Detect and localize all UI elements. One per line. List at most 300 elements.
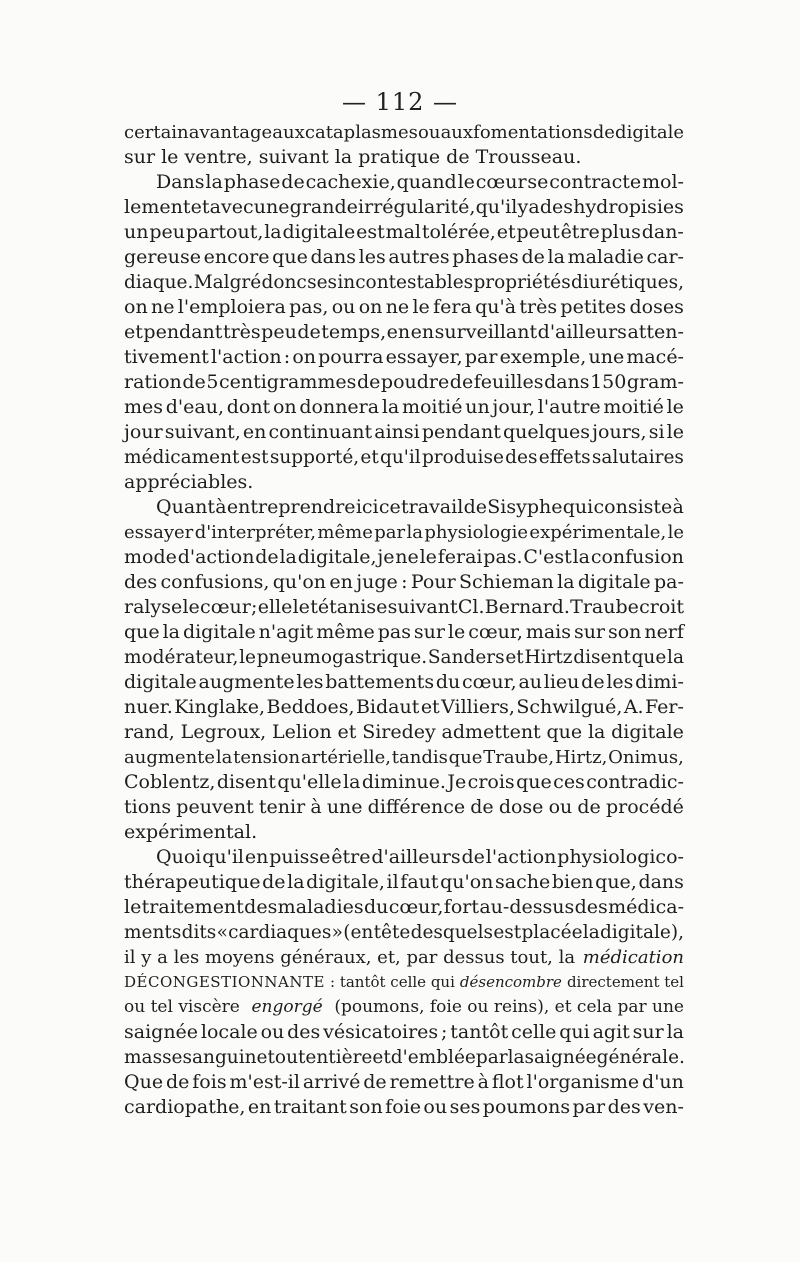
word: de xyxy=(577,796,601,818)
word: partout, xyxy=(185,221,264,243)
word: mol- xyxy=(642,171,684,193)
word: qu'il xyxy=(380,447,421,468)
word: on xyxy=(124,296,148,318)
word: salutaires xyxy=(591,447,684,468)
word: la xyxy=(162,621,180,643)
word: un xyxy=(124,221,149,243)
word: ou xyxy=(548,796,573,818)
word: on xyxy=(358,296,383,318)
word: tétanise xyxy=(310,596,388,618)
text-line xyxy=(124,520,684,545)
word: ou xyxy=(423,1096,448,1118)
word: augmente xyxy=(124,747,216,768)
word: Sisyphe xyxy=(487,496,563,518)
word: certain xyxy=(124,122,189,143)
text-segment: engorgé xyxy=(251,997,323,1017)
word: expérimentale, xyxy=(529,522,667,543)
word: l'action xyxy=(210,346,282,368)
word: qu'on xyxy=(440,871,494,893)
word: de xyxy=(356,371,381,393)
text-line xyxy=(124,745,684,770)
word: gereuse xyxy=(124,246,201,268)
word: dans xyxy=(544,371,590,393)
word: vésicatoires xyxy=(323,1021,439,1043)
word: des xyxy=(539,196,574,218)
word: suivant xyxy=(387,596,458,618)
text-line xyxy=(124,395,684,420)
word: : xyxy=(401,571,408,593)
word: le xyxy=(667,522,684,543)
word: donc xyxy=(261,272,307,293)
word: ralyse xyxy=(124,596,183,618)
word: Lelion xyxy=(272,721,332,743)
word: qui xyxy=(562,496,594,518)
text-segment: ou tel viscère xyxy=(124,997,246,1017)
word: m'est-il xyxy=(229,1071,300,1093)
word: et xyxy=(505,647,524,668)
word: à xyxy=(215,496,227,518)
word: ici xyxy=(355,496,379,518)
text-line xyxy=(124,645,684,670)
word: fera xyxy=(433,296,472,318)
word: le xyxy=(666,421,684,443)
word: n'agit xyxy=(258,621,314,643)
word: sur xyxy=(413,621,445,643)
word: tête xyxy=(373,922,411,943)
word: ferai xyxy=(437,546,483,568)
word: de xyxy=(449,371,474,393)
word: l'emploiera xyxy=(177,296,286,318)
word: pas. xyxy=(483,546,523,568)
word: ou xyxy=(331,296,356,318)
word: en xyxy=(242,421,267,443)
word: croit xyxy=(639,596,684,618)
word: locale xyxy=(200,1021,258,1043)
word: digitale xyxy=(611,721,684,743)
word: ration xyxy=(124,371,182,393)
text-line xyxy=(124,820,684,845)
word: être xyxy=(560,221,600,243)
word: sur xyxy=(632,1021,664,1043)
word: aux xyxy=(272,122,305,143)
word: fois xyxy=(192,1071,227,1093)
word: augmente xyxy=(198,671,295,693)
word: atten- xyxy=(627,321,684,343)
word: que xyxy=(448,747,483,768)
word: qu'il xyxy=(475,196,518,218)
word: que xyxy=(124,621,160,643)
word: Onimus, xyxy=(608,747,684,768)
word: Cl. xyxy=(457,596,485,618)
word: (en xyxy=(343,922,374,943)
word: foie xyxy=(385,1096,421,1118)
word: thérapeutique xyxy=(124,871,261,893)
word: d'ailleurs xyxy=(371,846,461,868)
word: jour xyxy=(124,421,163,443)
word: phase xyxy=(223,171,281,193)
word: celle xyxy=(511,1021,557,1043)
word: desquels xyxy=(410,922,494,943)
word: masse xyxy=(124,1047,183,1068)
word: puisse xyxy=(269,846,331,868)
word: Pour xyxy=(410,571,456,593)
word: rand, xyxy=(124,721,175,743)
text-line xyxy=(124,945,684,970)
word: et xyxy=(372,1047,391,1068)
word: travail xyxy=(401,496,464,518)
word: médicament xyxy=(124,447,240,468)
word: ou xyxy=(418,122,441,143)
word: essayer xyxy=(124,522,194,543)
word: est xyxy=(493,922,522,943)
word: : xyxy=(283,346,291,368)
word: gram- xyxy=(626,371,684,393)
word: modérateur, xyxy=(124,647,239,668)
word: y xyxy=(517,196,529,218)
word: qu'à xyxy=(475,296,517,318)
word: qu'elle xyxy=(277,771,342,793)
word: 150 xyxy=(590,371,627,393)
word: sanguine xyxy=(182,1047,268,1068)
word: maladies xyxy=(277,896,364,918)
word: et xyxy=(496,221,516,243)
word: A. xyxy=(623,696,644,718)
word: centigrammes xyxy=(218,371,357,393)
word: très xyxy=(519,296,558,318)
word: la xyxy=(287,871,305,893)
word: Legroux, xyxy=(180,721,267,743)
word: ses xyxy=(307,272,338,293)
word: même xyxy=(316,621,375,643)
word: très xyxy=(222,321,261,343)
word: pourra xyxy=(318,346,384,368)
word: hydropisies xyxy=(573,196,684,218)
word: quelques xyxy=(502,421,591,443)
word: procédé xyxy=(605,796,684,818)
word: grande xyxy=(289,196,358,218)
word: faut xyxy=(400,871,439,893)
word: ces xyxy=(553,771,585,793)
text-segment: appréciables. xyxy=(124,471,254,493)
word: nerf xyxy=(644,621,684,643)
word: la xyxy=(215,747,233,768)
text-line xyxy=(124,720,684,745)
word: à xyxy=(672,496,684,518)
word: dans xyxy=(310,246,356,268)
word: d'interpréter, xyxy=(194,522,317,543)
word: Beddoes, xyxy=(266,696,355,718)
word: la xyxy=(381,396,400,418)
word: des xyxy=(505,447,538,468)
text-line xyxy=(124,245,684,270)
word: Traube xyxy=(570,596,639,618)
word: même xyxy=(317,522,373,543)
word: et xyxy=(420,696,440,718)
word: il xyxy=(386,871,399,893)
word: consiste xyxy=(593,496,673,518)
text-line xyxy=(124,620,684,645)
word: donnera xyxy=(299,396,380,418)
word: poudre xyxy=(380,371,450,393)
word: elle xyxy=(257,596,293,618)
word: digitale xyxy=(282,221,356,243)
text-line xyxy=(124,1020,684,1045)
text-segment: expérimental. xyxy=(124,821,258,843)
word: de xyxy=(182,371,206,393)
word: de xyxy=(521,246,545,268)
word: mais xyxy=(525,621,571,643)
word: la xyxy=(406,522,423,543)
word: avec xyxy=(209,196,254,218)
word: tantôt xyxy=(450,1021,509,1043)
word: des xyxy=(574,896,608,918)
word: fort xyxy=(443,896,479,918)
word: la xyxy=(557,571,575,593)
word: cœur, xyxy=(388,896,444,918)
word: Kinglake, xyxy=(174,696,266,718)
word: traitement xyxy=(141,896,244,918)
word: admettent xyxy=(441,721,541,743)
word: digitale xyxy=(182,621,256,643)
word: la xyxy=(343,771,361,793)
word: dans xyxy=(638,871,684,893)
word: son xyxy=(349,1096,383,1118)
word: contracte xyxy=(549,171,642,193)
word: Je xyxy=(447,771,467,793)
word: sache xyxy=(495,871,551,893)
text-line xyxy=(124,995,684,1020)
word: phases xyxy=(452,246,519,268)
word: pendant xyxy=(421,421,501,443)
word: disent xyxy=(216,771,276,793)
word: entreprendre xyxy=(226,496,356,518)
word: saignée xyxy=(524,1047,597,1068)
word: diminue. xyxy=(361,771,446,793)
word: pneumogastrique. xyxy=(256,647,428,668)
word: être xyxy=(331,846,371,868)
text-line xyxy=(124,1045,684,1070)
word: de xyxy=(470,796,494,818)
word: autres xyxy=(388,246,450,268)
word: cœur xyxy=(200,596,251,618)
word: de xyxy=(581,671,605,693)
text-line xyxy=(124,895,684,920)
word: on xyxy=(272,396,297,418)
word: continuant xyxy=(268,421,373,443)
word: par xyxy=(572,1096,606,1118)
word: jours, xyxy=(592,421,647,443)
word: du xyxy=(364,896,389,918)
word: ven- xyxy=(643,1096,684,1118)
word: et xyxy=(360,447,379,468)
word: physiologie xyxy=(424,522,529,543)
text-line xyxy=(124,145,684,170)
word: Fer- xyxy=(645,696,684,718)
word: entière xyxy=(305,1047,373,1068)
word: effets xyxy=(538,447,591,468)
word: une xyxy=(253,196,290,218)
word: lement xyxy=(124,196,191,218)
word: moitié xyxy=(401,396,463,418)
word: l'organisme xyxy=(526,1071,640,1093)
text-line xyxy=(124,595,684,620)
word: la xyxy=(587,721,606,743)
word: par xyxy=(374,522,406,543)
text-line xyxy=(124,770,684,795)
word: sur xyxy=(573,621,606,643)
word: ments xyxy=(124,922,182,943)
word: de xyxy=(592,122,615,143)
word: dimi- xyxy=(635,671,684,693)
word: peu xyxy=(149,221,185,243)
word: C'est xyxy=(523,546,572,568)
word: un xyxy=(465,396,490,418)
word: avantage xyxy=(188,122,273,143)
word: supporté, xyxy=(269,447,360,468)
word: Quant xyxy=(156,496,216,518)
word: les xyxy=(606,671,634,693)
word: digitale, xyxy=(297,546,377,568)
body-text xyxy=(124,120,684,1120)
word: d'ailleurs xyxy=(537,321,627,343)
word: peut xyxy=(516,221,560,243)
word: cardiaques xyxy=(228,922,332,943)
word: aux xyxy=(440,122,474,143)
word: cachexie, xyxy=(305,171,396,193)
word: physiologico- xyxy=(557,846,684,868)
word: la xyxy=(279,546,297,568)
word: dont xyxy=(226,396,271,418)
word: le xyxy=(412,296,430,318)
word: dan- xyxy=(641,221,684,243)
word: mal xyxy=(385,221,421,243)
word: l'autre xyxy=(537,396,601,418)
text-line xyxy=(124,170,684,195)
word: se xyxy=(527,171,549,193)
word: cataplasmes xyxy=(304,122,418,143)
text-line xyxy=(124,295,684,320)
word: artérielle, xyxy=(300,747,391,768)
text-line xyxy=(124,195,684,220)
word: juge xyxy=(356,571,398,593)
word: le xyxy=(457,171,475,193)
word: au-dessus xyxy=(479,896,575,918)
word: d'emblée xyxy=(390,1047,476,1068)
word: irrégularité, xyxy=(358,196,476,218)
word: Schwilgué, xyxy=(516,696,623,718)
word: qu'on xyxy=(272,571,327,593)
word: la xyxy=(667,647,684,668)
word: des xyxy=(244,896,278,918)
word: par xyxy=(475,1047,508,1068)
word: macé- xyxy=(626,346,684,368)
word: générale. xyxy=(596,1047,685,1068)
word: remettre xyxy=(389,1071,475,1093)
word: ne xyxy=(151,296,175,318)
word: si xyxy=(648,421,665,443)
word: 5 xyxy=(206,371,219,393)
word: médica- xyxy=(608,896,684,918)
word: quand xyxy=(396,171,457,193)
word: peu xyxy=(261,321,297,343)
word: tions xyxy=(124,796,172,818)
text-line xyxy=(124,1095,684,1120)
word: pendant xyxy=(143,321,223,343)
word: jour, xyxy=(492,396,536,418)
word: petites xyxy=(560,296,627,318)
word: par xyxy=(464,346,498,368)
text-line xyxy=(124,970,684,995)
word: Siredey xyxy=(362,721,436,743)
word: et xyxy=(124,321,143,343)
word: son xyxy=(607,621,642,643)
word: agit xyxy=(592,1021,630,1043)
word: nuer. xyxy=(124,696,173,718)
word: de xyxy=(281,171,305,193)
word: le xyxy=(182,596,200,618)
word: cœur xyxy=(475,171,527,193)
word: que xyxy=(272,246,308,268)
text-segment: désencombre xyxy=(459,973,562,991)
word: dose xyxy=(498,796,544,818)
word: en xyxy=(244,846,269,868)
word: arrivé xyxy=(302,1071,361,1093)
word: fomentations xyxy=(473,122,593,143)
word: cardiopathe, xyxy=(124,1096,246,1118)
text-line xyxy=(124,495,684,520)
text-line xyxy=(124,270,684,295)
word: confusion xyxy=(590,546,684,568)
word: à xyxy=(310,796,322,818)
word: encore xyxy=(203,246,270,268)
word: dits xyxy=(181,922,217,943)
word: Villiers, xyxy=(441,696,515,718)
text-segment: sur le ventre, suivant la pratique de Trousseau. xyxy=(124,146,582,168)
word: de xyxy=(255,546,279,568)
word: la xyxy=(666,1021,684,1043)
word: de xyxy=(461,846,485,868)
word: que xyxy=(631,647,667,668)
text-line xyxy=(124,320,684,345)
text-segment: il y a les moyens généraux, et, par dessus tout, la xyxy=(124,947,581,968)
word: » xyxy=(331,922,343,943)
word: Hirtz xyxy=(524,647,573,668)
text-line xyxy=(124,670,684,695)
word: et xyxy=(337,721,357,743)
word: a xyxy=(528,196,540,218)
word: suivant, xyxy=(164,421,241,443)
word: digitale xyxy=(577,571,651,593)
word: doses xyxy=(629,296,684,318)
word: une xyxy=(588,346,625,368)
word: contradic- xyxy=(586,771,684,793)
word: digitale xyxy=(615,122,684,143)
word: du xyxy=(435,671,461,693)
word: diurétiques, xyxy=(571,272,684,293)
word: cœur, xyxy=(468,621,523,643)
word: placée xyxy=(521,922,583,943)
word: mode xyxy=(124,546,177,568)
word: poumons xyxy=(482,1096,571,1118)
word: différence xyxy=(367,796,466,818)
word: la xyxy=(205,171,223,193)
word: maladie xyxy=(567,246,644,268)
word: des xyxy=(124,571,158,593)
word: car- xyxy=(646,246,684,268)
word: le xyxy=(292,596,310,618)
text-segment: (poumons, foie ou reins), et cela par une xyxy=(328,997,684,1017)
word: Que xyxy=(124,1071,164,1093)
